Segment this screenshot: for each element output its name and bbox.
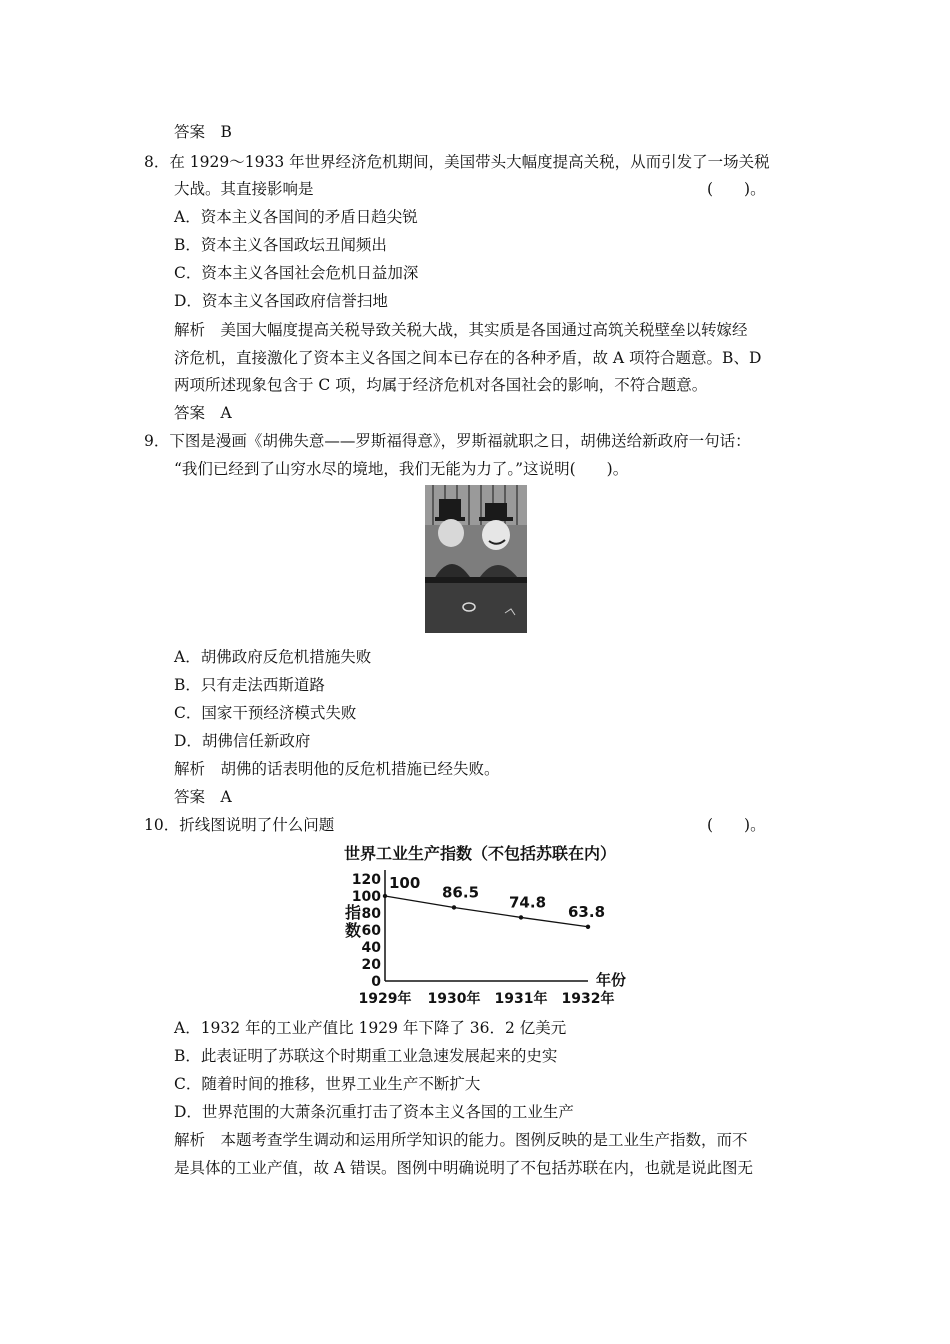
q8-analysis-line3: 两项所述现象包含于 C 项，均属于经济危机对各国社会的影响，不符合题意。 [174,376,708,394]
q8-option-d: D．资本主义各国政府信誉扫地 [174,292,388,310]
chart-title: 世界工业生产指数（不包括苏联在内） [343,844,617,863]
y-tick-label: 120 [351,872,381,888]
x-tick-label: 1930年 [427,991,481,1007]
data-point [586,925,590,929]
q8-stem-line1: 8．在 1929～1933 年世界经济危机期间，美国带头大幅度提高关税，从而引发了一场关税 [144,153,770,171]
data-point [383,894,387,898]
q10-option-c: C．随着时间的推移，世界工业生产不断扩大 [174,1075,481,1093]
q8-analysis-line1: 解析 美国大幅度提高关税导致关税大战，其实质是各国通过高筑关税壁垒以转嫁经 [174,321,748,339]
q10-answer-bracket: ( )。 [707,816,766,834]
data-label: 86.5 [442,883,480,902]
x-axis-label: 年份 [596,971,627,989]
line-chart [330,840,630,1010]
q10-option-d: D．世界范围的大萧条沉重打击了资本主义各国的工业生产 [174,1103,574,1121]
y-tick-label: 20 [361,957,381,973]
x-tick-label: 1929年 [358,991,412,1007]
y-tick-label: 60 [361,923,381,939]
q9-analysis: 解析 胡佛的话表明他的反危机措施已经失败。 [174,760,500,778]
q10-option-b: B．此表证明了苏联这个时期重工业急速发展起来的史实 [174,1047,558,1065]
y-tick-label: 100 [351,889,381,905]
data-label: 74.8 [509,893,547,912]
q9-option-c: C．国家干预经济模式失败 [174,704,357,722]
y-tick-label: 40 [361,940,381,956]
q10-analysis-line2: 是具体的工业产值，故 A 错误。图例中明确说明了不包括苏联在内，也就是说此图无 [174,1159,754,1177]
q8-stem-line2: 大战。其直接影响是 [174,180,314,198]
cartoon-illustration [425,485,527,633]
q10-option-a: A．1932 年的工业产值比 1929 年下降了 36．2 亿美元 [174,1019,567,1037]
data-point [452,905,456,909]
y-axis-label-char1: 指 [345,903,362,922]
x-tick-label: 1931年 [494,991,548,1007]
data-point [519,915,523,919]
q8-answer: 答案 A [174,404,232,422]
q8-option-c: C．资本主义各国社会危机日益加深 [174,264,419,282]
q8-answer-bracket: ( )。 [707,180,766,198]
x-tick-label: 1932年 [561,991,615,1007]
q9-option-b: B．只有走法西斯道路 [174,676,325,694]
series-line [385,896,588,927]
q9-option-d: D．胡佛信任新政府 [174,732,311,750]
q7-answer: 答案 B [174,123,232,141]
q10-analysis-line1: 解析 本题考查学生调动和运用所学知识的能力。图例反映的是工业生产指数，而不 [174,1131,748,1149]
data-label: 63.8 [568,902,606,921]
data-label: 100 [389,874,421,892]
q8-analysis-line2: 济危机，直接激化了资本主义各国之间本已存在的各种矛盾，故 A 项符合题意。B、D [174,349,762,367]
q8-option-b: B．资本主义各国政坛丑闻频出 [174,236,387,254]
y-axis-label-char2: 数 [345,921,362,940]
y-tick-label: 80 [361,906,381,922]
q9-stem-line2: “我们已经到了山穷水尽的境地，我们无能为力了。”这说明( )。 [174,460,629,478]
y-tick-label: 0 [371,974,381,990]
q10-stem: 10．折线图说明了什么问题 [144,816,335,834]
q9-stem-line1: 9．下图是漫画《胡佛失意——罗斯福得意》，罗斯福就职之日，胡佛送给新政府一句话： [144,432,751,450]
q9-option-a: A．胡佛政府反危机措施失败 [174,648,372,666]
q8-option-a: A．资本主义各国间的矛盾日趋尖锐 [174,208,418,226]
q9-answer: 答案 A [174,788,232,806]
